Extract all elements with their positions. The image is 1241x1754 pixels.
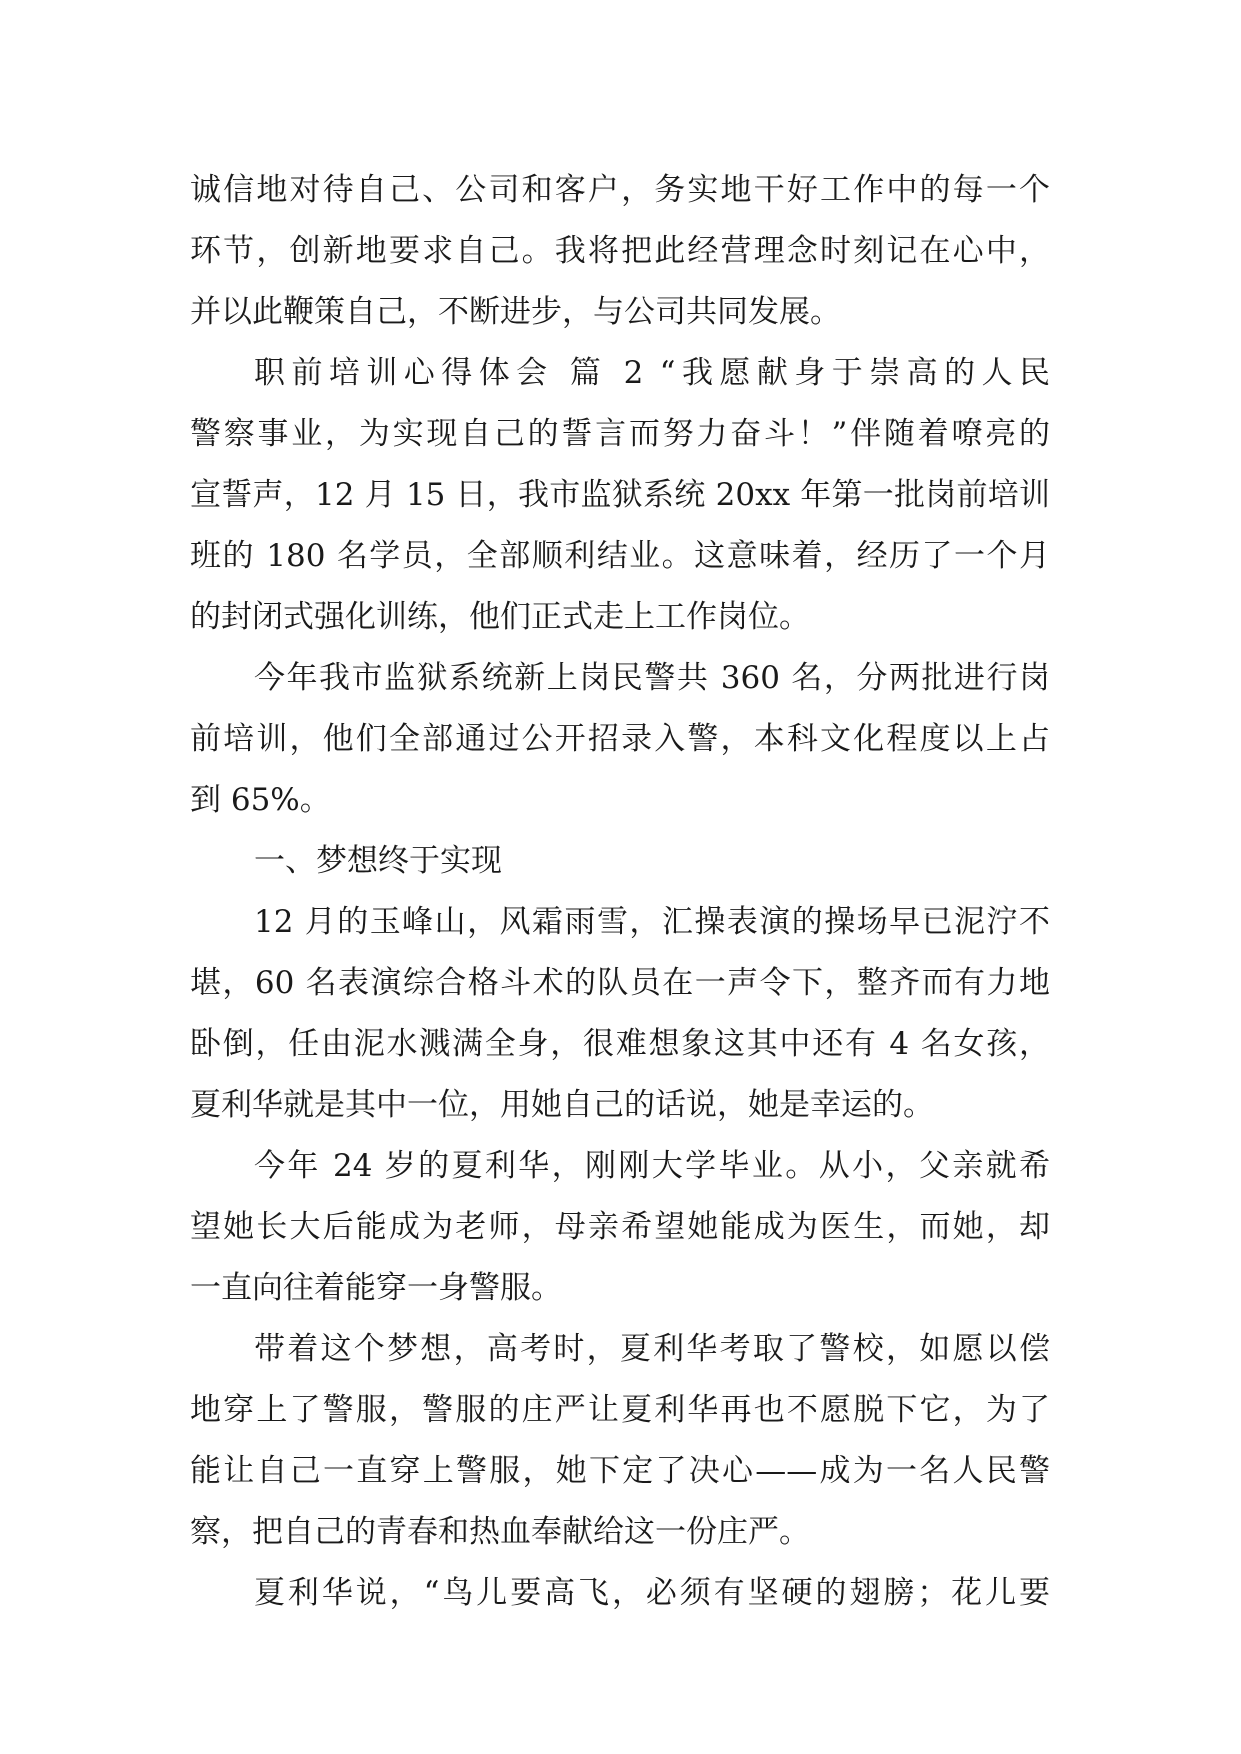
text-line: 地穿上了警服，警服的庄严让夏利华再也不愿脱下它，为了 <box>190 1392 1050 1428</box>
text-line: 宣誓声，12 月 15 日，我市监狱系统 20xx 年第一批岗前培训 <box>190 477 1050 513</box>
text-line: 望她长大后能成为老师，母亲希望她能成为医生，而她，却 <box>190 1209 1050 1245</box>
text-line: 诚信地对待自己、公司和客户，务实地干好工作中的每一个 <box>190 172 1050 208</box>
text-line: 带着这个梦想，高考时，夏利华考取了警校，如愿以偿 <box>254 1331 1050 1367</box>
text-line: 12 月的玉峰山，风霜雨雪，汇操表演的操场早已泥泞不 <box>254 904 1050 940</box>
text-line: 能让自己一直穿上警服，她下定了决心——成为一名人民警 <box>190 1453 1050 1489</box>
text-line: 察，把自己的青春和热血奉献给这一份庄严。 <box>190 1514 810 1550</box>
text-line: 班的 180 名学员，全部顺利结业。这意味着，经历了一个月 <box>190 538 1050 574</box>
text-line: 一直向往着能穿一身警服。 <box>190 1270 562 1306</box>
text-line: 并以此鞭策自己，不断进步，与公司共同发展。 <box>190 294 841 330</box>
text-line: 到 65%。 <box>190 782 331 818</box>
text-line: 环节，创新地要求自己。我将把此经营理念时刻记在心中， <box>190 233 1050 269</box>
text-line: 今年我市监狱系统新上岗民警共 360 名，分两批进行岗 <box>254 660 1050 696</box>
subheading-line: 一、梦想终于实现 <box>254 843 502 879</box>
section-heading-line: 职前培训心得体会 篇 2 “我愿献身于崇高的人民 <box>254 355 1050 391</box>
text-line: 警察事业，为实现自己的誓言而努力奋斗！”伴随着嘹亮的 <box>190 416 1050 452</box>
text-line: 夏利华说，“鸟儿要高飞，必须有坚硬的翅膀；花儿要 <box>254 1575 1050 1611</box>
text-line: 今年 24 岁的夏利华，刚刚大学毕业。从小，父亲就希 <box>254 1148 1050 1184</box>
text-line: 堪，60 名表演综合格斗术的队员在一声令下，整齐而有力地 <box>190 965 1050 1001</box>
body-text <box>190 160 1050 1624</box>
text-line: 的封闭式强化训练，他们正式走上工作岗位。 <box>190 599 810 635</box>
text-line: 夏利华就是其中一位，用她自己的话说，她是幸运的。 <box>190 1087 934 1123</box>
text-line: 前培训，他们全部通过公开招录入警，本科文化程度以上占 <box>190 721 1050 757</box>
text-line: 卧倒，任由泥水溅满全身，很难想象这其中还有 4 名女孩， <box>190 1026 1050 1062</box>
